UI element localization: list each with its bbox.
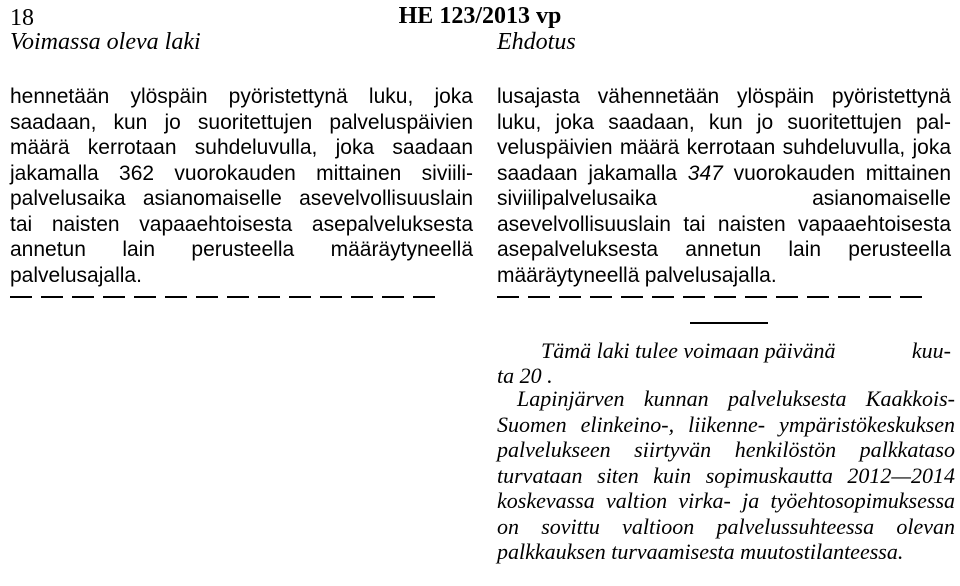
proposal-changed-number: 347 xyxy=(687,161,723,185)
page-number: 18 xyxy=(10,5,34,31)
proposal-text-after: vuorokauden mittainen siviilipalvelusaika asianomaiselle asevelvollisuuslain tai naisten vapaaehtoisesta asepalveluksesta annetun lain perusteella määräytyneellä palvelusajalla. xyxy=(497,161,951,287)
omission-dashes-right xyxy=(497,296,922,298)
document-id: HE 123/2013 vp xyxy=(398,3,562,29)
section-divider-rule xyxy=(690,322,768,324)
proposal-text-before: lusajasta vähennetään ylöspäin pyöristettynä luku, joka saadaan, kun jo suoritettujen palveluspäivien määrä kerrotaan suhdeluvulla, joka saadaan jakamalla xyxy=(497,85,951,185)
omission-dashes-left xyxy=(10,296,435,298)
entry-into-force-line-1-end: kuu- xyxy=(911,338,951,363)
left-column-heading: Voimassa oleva laki xyxy=(10,29,201,55)
right-column-heading: Ehdotus xyxy=(497,29,576,55)
transitional-provision-paragraph: Lapinjärven kunnan palveluksesta Kaakkois-Suomen elinkeino-, liikenne- ympäristökeskuksen palvelukseen siirtyvän henkilöstön palkkataso turvataan siten kuin sopimuskautta 2012—2014 koskevassa valtion virka- ja työehtosopimuksessa on sovittu valtioon palvelussuhteessa olevan palkkauksen turvaamisesta muutostilanteessa. xyxy=(497,386,955,564)
entry-into-force-line-1: Tämä laki tulee voimaan päivänä xyxy=(541,338,836,363)
current-law-paragraph: hennetään ylöspäin pyöristettynä luku, joka saadaan, kun jo suoritettujen palveluspäivien määrä kerrotaan suhdeluvulla, joka saadaan jakamalla 362 vuorokauden mittainen siviilipalvelusaika asianomaiselle asevelvollisuuslain tai naisten vapaaehtoisesta asepalveluksesta annetun lain perusteella määräytyneellä palvelusajalla. xyxy=(10,85,473,287)
proposal-paragraph xyxy=(497,84,951,288)
entry-into-force-clause xyxy=(497,338,951,388)
entry-into-force-line-2: ta 20 . xyxy=(497,363,553,388)
